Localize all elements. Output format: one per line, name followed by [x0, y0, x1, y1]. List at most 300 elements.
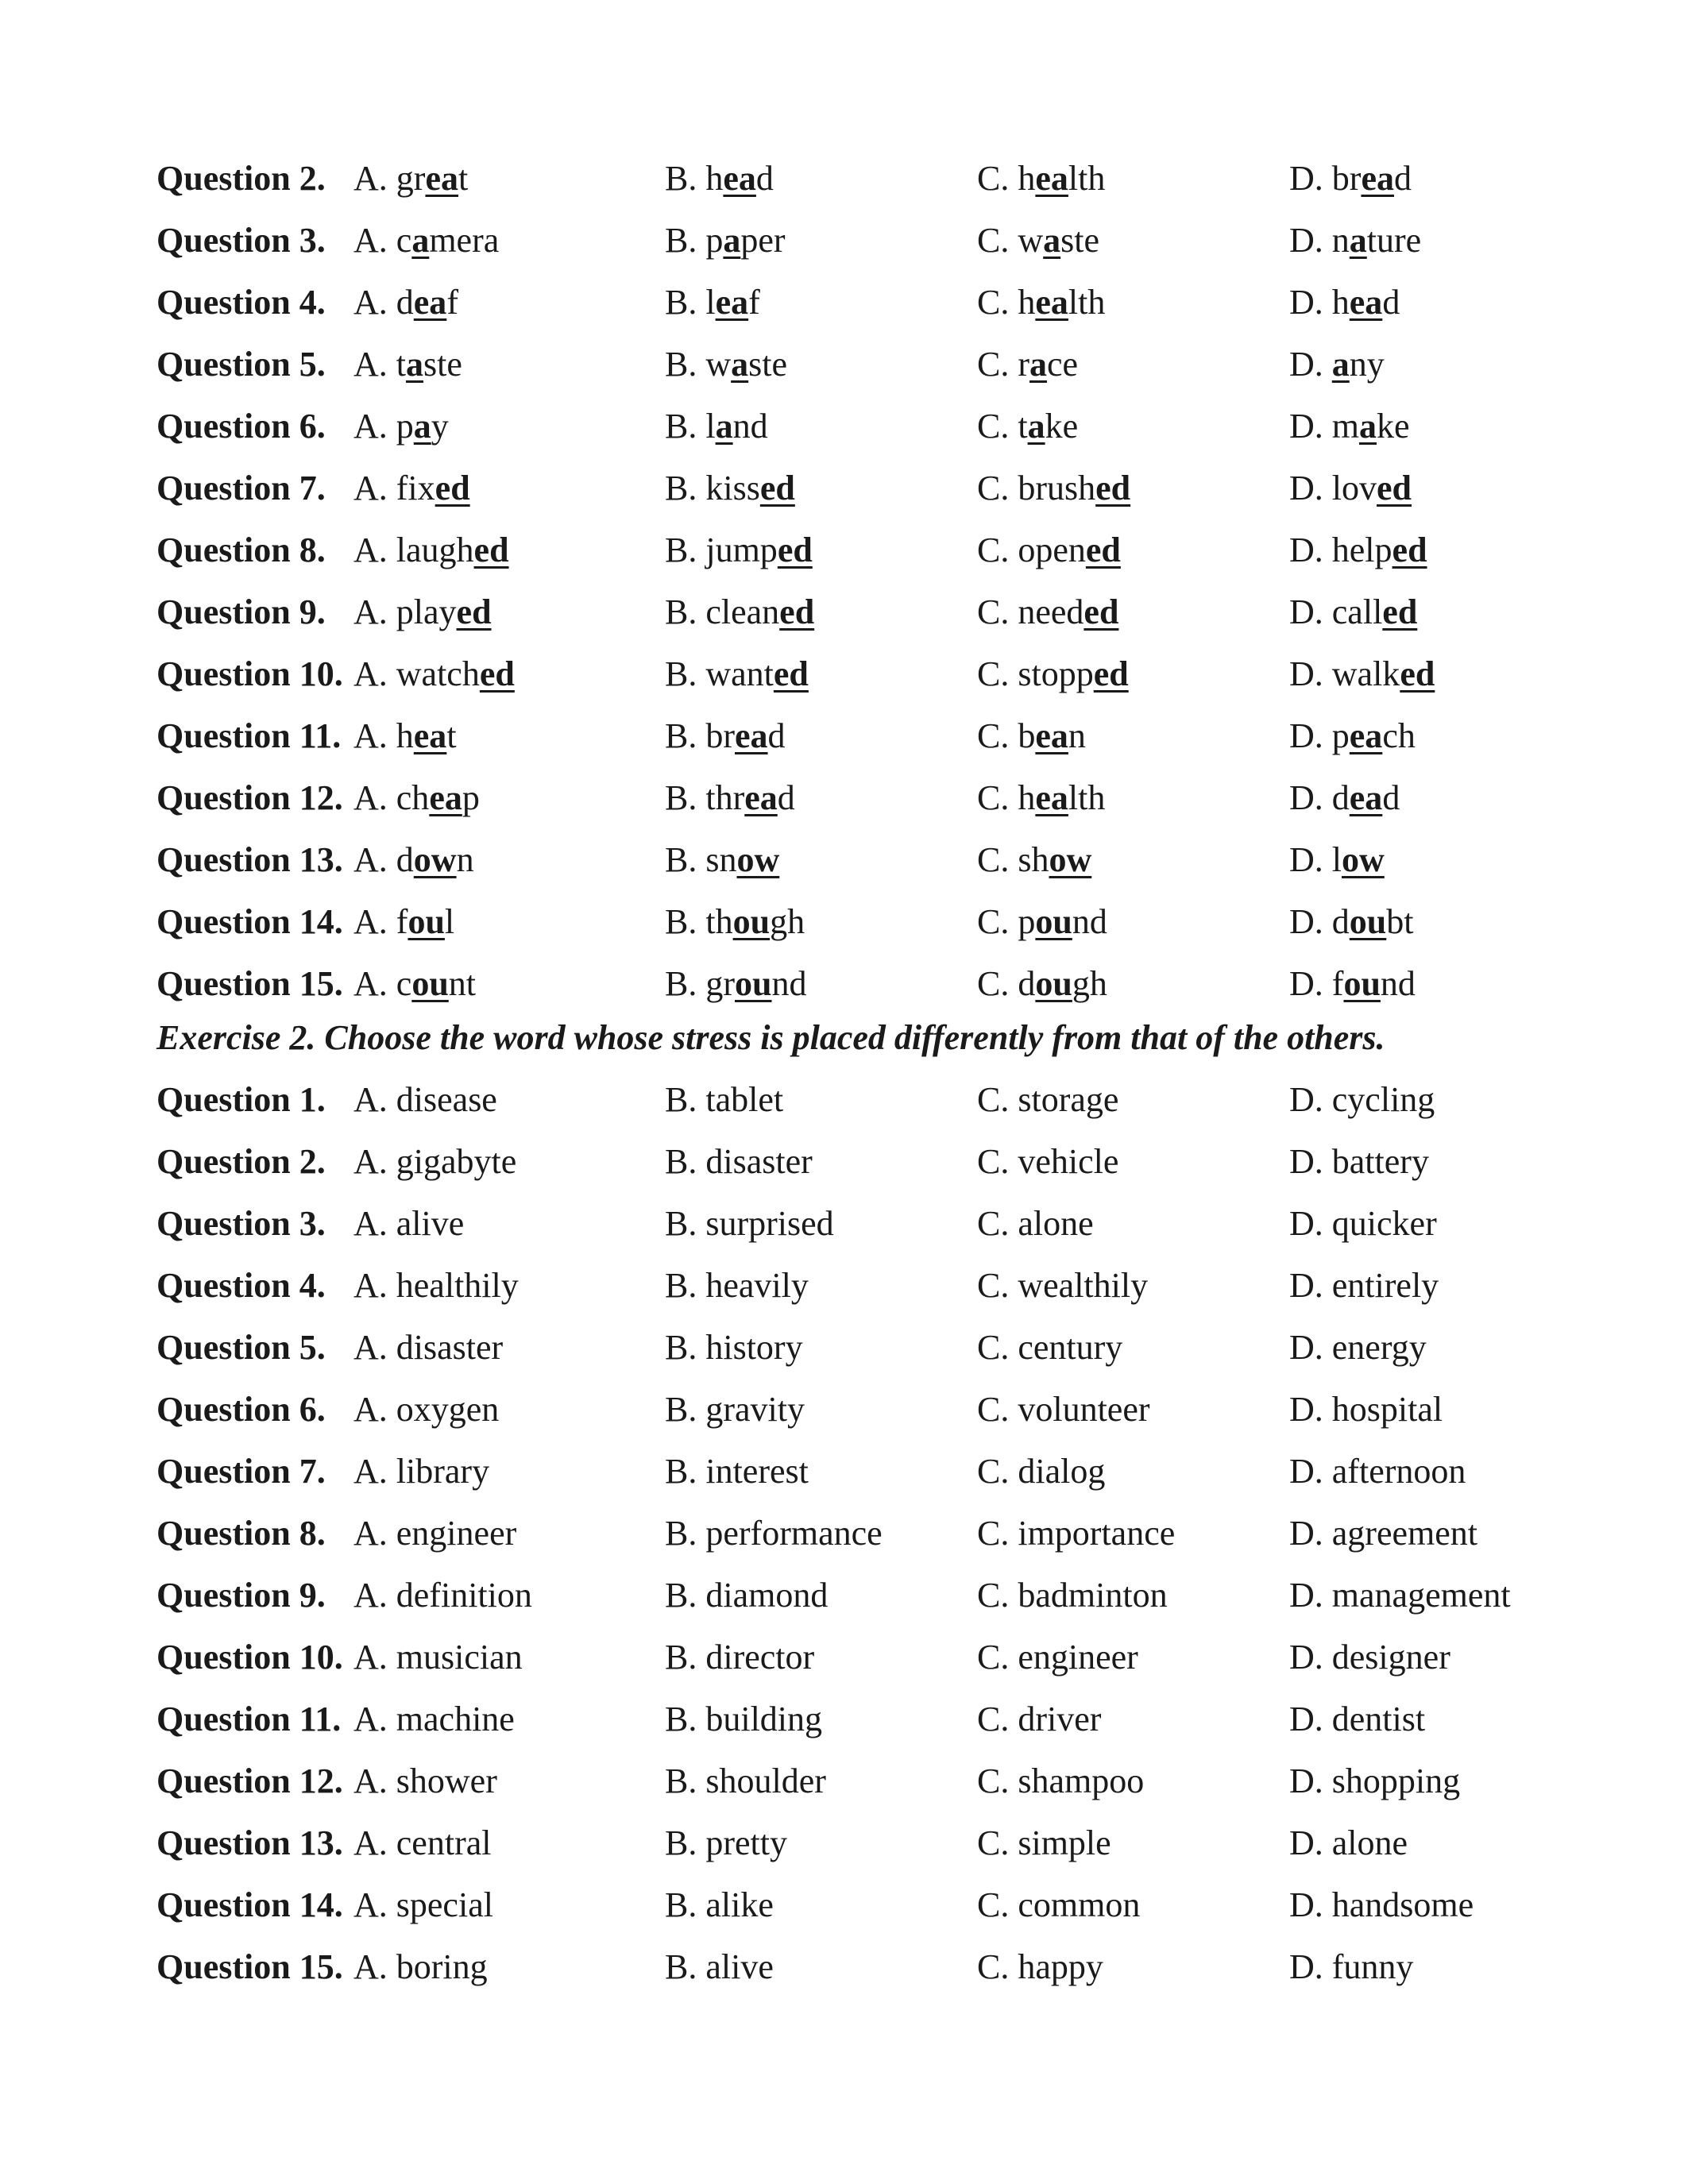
option-letter: A. — [353, 592, 388, 631]
answer-option-b — [665, 210, 786, 272]
answer-option-d — [1289, 272, 1400, 334]
answer-option-d — [1289, 210, 1421, 272]
underlined-letters: ed — [1392, 531, 1427, 569]
option-letter: C. — [977, 283, 1010, 322]
option-letter: B. — [665, 716, 697, 755]
option-word-text: nd — [1380, 964, 1416, 1003]
option-word-text: energy — [1331, 1328, 1427, 1367]
option-word-text: healthily — [396, 1266, 519, 1305]
option-word-text: vehicle — [1018, 1142, 1119, 1181]
option-letter: B. — [665, 469, 697, 507]
option-word-text: disease — [396, 1080, 497, 1119]
option-letter: A. — [353, 1576, 388, 1615]
option-letter: B. — [665, 1514, 697, 1553]
question-row — [156, 1193, 1555, 1255]
option-letter: D. — [1289, 1947, 1323, 1986]
underlined-letters: ed — [1083, 592, 1119, 631]
answer-option-c — [977, 1255, 1148, 1317]
underlined-letters: ea — [425, 159, 458, 198]
option-word-text: designer — [1331, 1638, 1450, 1677]
underlined-letters: ea — [413, 716, 447, 755]
option-letter: B. — [665, 1080, 697, 1119]
answer-option-a — [353, 953, 476, 1015]
question-row — [156, 1131, 1555, 1193]
option-word-text: performance — [705, 1514, 883, 1553]
underlined-letters: ea — [413, 283, 447, 322]
question-label: Question 5. — [156, 345, 326, 384]
underlined-letters: a — [723, 221, 741, 260]
option-letter: C. — [977, 221, 1010, 260]
underlined-letters: a — [1349, 221, 1367, 260]
option-word-text: thr — [705, 778, 745, 817]
option-word-text: bt — [1386, 902, 1414, 941]
option-letter: D. — [1289, 964, 1323, 1003]
underlined-letters: ed — [759, 469, 795, 507]
answer-option-c — [977, 1069, 1118, 1131]
option-word-text: ce — [1047, 345, 1079, 384]
answer-option-c — [977, 396, 1078, 457]
option-word-text: p — [1018, 902, 1036, 941]
answer-option-a — [353, 210, 499, 272]
option-word-text: disaster — [396, 1328, 504, 1367]
option-letter: B. — [665, 778, 697, 817]
option-letter: B. — [665, 840, 697, 879]
option-word-text: n — [1331, 221, 1350, 260]
option-word-text: storage — [1018, 1080, 1119, 1119]
answer-option-d — [1289, 1812, 1408, 1874]
option-word-text: alone — [1331, 1823, 1408, 1862]
option-word-text: c — [396, 964, 412, 1003]
option-letter: D. — [1289, 1390, 1323, 1429]
option-word-text: t — [396, 345, 407, 384]
option-word-text: h — [1018, 159, 1036, 198]
answer-option-a — [353, 1626, 523, 1688]
option-letter: C. — [977, 716, 1010, 755]
answer-option-d — [1289, 1131, 1429, 1193]
answer-option-d — [1289, 829, 1385, 891]
option-word-text: br — [705, 716, 736, 755]
answer-option-b — [665, 1503, 883, 1565]
answer-option-b — [665, 1317, 803, 1379]
answer-option-a — [353, 1069, 497, 1131]
option-word-text: alive — [705, 1947, 774, 1986]
question-label: Question 4. — [156, 283, 326, 322]
underlined-letters: ou — [732, 902, 771, 941]
option-word-text: play — [396, 592, 457, 631]
answer-option-b — [665, 829, 779, 891]
option-letter: B. — [665, 1390, 697, 1429]
underlined-letters: ea — [744, 778, 778, 817]
answer-option-a — [353, 829, 474, 891]
option-letter: C. — [977, 1823, 1010, 1862]
underlined-letters: a — [715, 407, 733, 446]
option-word-text: laugh — [396, 531, 474, 569]
option-letter: D. — [1289, 1576, 1323, 1615]
option-word-text: c — [396, 221, 412, 260]
option-letter: C. — [977, 469, 1010, 507]
option-word-text: d — [1331, 902, 1350, 941]
question-row — [156, 1379, 1555, 1441]
question-label: Question 10. — [156, 1638, 343, 1677]
option-word-text: hospital — [1331, 1390, 1443, 1429]
option-letter: B. — [665, 1576, 697, 1615]
question-row — [156, 829, 1555, 891]
option-letter: D. — [1289, 1266, 1323, 1305]
option-letter: C. — [977, 778, 1010, 817]
option-word-text: musician — [396, 1638, 523, 1677]
option-word-text: th — [705, 902, 733, 941]
option-word-text: lth — [1068, 778, 1106, 817]
option-letter: B. — [665, 1700, 697, 1738]
exercise-1-question-list — [156, 148, 1555, 1015]
option-letter: D. — [1289, 592, 1323, 631]
option-letter: B. — [665, 1823, 697, 1862]
answer-option-a — [353, 1688, 515, 1750]
answer-option-b — [665, 1750, 826, 1812]
option-letter: D. — [1289, 283, 1323, 322]
option-letter: C. — [977, 1266, 1010, 1305]
option-word-text: shoulder — [705, 1761, 826, 1800]
answer-option-c — [977, 1750, 1144, 1812]
question-label: Question 11. — [156, 1700, 342, 1738]
option-letter: B. — [665, 592, 697, 631]
answer-option-c — [977, 1688, 1101, 1750]
option-word-text: volunteer — [1018, 1390, 1150, 1429]
option-word-text: sn — [705, 840, 737, 879]
question-label: Question 12. — [156, 1761, 343, 1800]
option-word-text: entirely — [1331, 1266, 1439, 1305]
answer-option-d — [1289, 953, 1416, 1015]
answer-option-b — [665, 1626, 814, 1688]
option-letter: D. — [1289, 1204, 1323, 1243]
option-word-text: dialog — [1018, 1452, 1106, 1491]
option-letter: C. — [977, 654, 1010, 693]
answer-option-b — [665, 581, 814, 643]
option-word-text: boring — [396, 1947, 488, 1986]
option-word-text: l — [705, 407, 716, 446]
option-word-text: happy — [1018, 1947, 1103, 1986]
answer-option-a — [353, 1936, 488, 1998]
option-word-text: dentist — [1331, 1700, 1426, 1738]
option-word-text: quicker — [1331, 1204, 1437, 1243]
answer-option-d — [1289, 1379, 1443, 1441]
option-word-text: nt — [448, 964, 477, 1003]
option-word-text: history — [705, 1328, 803, 1367]
option-word-text: definition — [396, 1576, 532, 1615]
underlined-letters: ea — [735, 716, 768, 755]
answer-option-a — [353, 1503, 516, 1565]
answer-option-d — [1289, 148, 1412, 210]
option-letter: D. — [1289, 1700, 1323, 1738]
question-label: Question 7. — [156, 1452, 326, 1491]
option-word-text: h — [1018, 283, 1036, 322]
option-word-text: f — [1331, 964, 1344, 1003]
option-word-text: ture — [1366, 221, 1422, 260]
answer-option-a — [353, 1131, 516, 1193]
answer-option-b — [665, 148, 774, 210]
answer-option-a — [353, 1874, 493, 1936]
question-row — [156, 1503, 1555, 1565]
option-word-text: tablet — [705, 1080, 784, 1119]
option-word-text: simple — [1018, 1823, 1111, 1862]
question-row — [156, 1317, 1555, 1379]
option-letter: A. — [353, 1514, 388, 1553]
option-letter: D. — [1289, 469, 1323, 507]
option-word-text: d — [777, 778, 795, 817]
option-word-text: l — [1331, 840, 1342, 879]
underlined-letters: ed — [435, 469, 470, 507]
option-word-text: director — [705, 1638, 815, 1677]
option-word-text: ch — [1382, 716, 1416, 755]
underlined-letters: ow — [1342, 840, 1385, 879]
option-word-text: walk — [1331, 654, 1400, 693]
underlined-letters: ed — [1093, 654, 1129, 693]
answer-option-d — [1289, 1317, 1427, 1379]
answer-option-d — [1289, 643, 1435, 705]
answer-option-c — [977, 767, 1105, 829]
answer-option-b — [665, 272, 760, 334]
answer-option-d — [1289, 1936, 1413, 1998]
question-label: Question 7. — [156, 469, 326, 507]
question-row — [156, 767, 1555, 829]
answer-option-c — [977, 210, 1099, 272]
question-row — [156, 1565, 1555, 1626]
option-word-text: engineer — [1018, 1638, 1138, 1677]
underlined-letters: ed — [1085, 531, 1121, 569]
underlined-letters: ou — [1035, 902, 1072, 941]
option-word-text: mera — [429, 221, 500, 260]
option-letter: A. — [353, 1947, 388, 1986]
option-letter: A. — [353, 531, 388, 569]
option-letter: A. — [353, 1885, 388, 1924]
option-word-text: sh — [1018, 840, 1049, 879]
option-word-text: p — [705, 221, 724, 260]
question-row — [156, 519, 1555, 581]
answer-option-a — [353, 891, 454, 953]
answer-option-a — [353, 457, 470, 519]
answer-option-b — [665, 1688, 822, 1750]
option-letter: A. — [353, 159, 388, 198]
option-letter: C. — [977, 1638, 1010, 1677]
option-letter: C. — [977, 407, 1010, 446]
answer-option-a — [353, 1565, 532, 1626]
answer-option-c — [977, 829, 1091, 891]
question-label: Question 9. — [156, 1576, 326, 1615]
option-word-text: d — [1018, 964, 1036, 1003]
question-label: Question 2. — [156, 1142, 326, 1181]
question-row — [156, 1750, 1555, 1812]
question-label: Question 8. — [156, 1514, 326, 1553]
option-letter: C. — [977, 1204, 1010, 1243]
option-letter: A. — [353, 1204, 388, 1243]
option-letter: C. — [977, 1452, 1010, 1491]
option-word-text: oxygen — [396, 1390, 500, 1429]
option-word-text: machine — [396, 1700, 515, 1738]
question-label: Question 4. — [156, 1266, 326, 1305]
option-letter: B. — [665, 407, 697, 446]
answer-option-c — [977, 1441, 1105, 1503]
option-letter: B. — [665, 654, 697, 693]
option-word-text: ke — [1045, 407, 1079, 446]
option-word-text: disaster — [705, 1142, 813, 1181]
option-word-text: pretty — [705, 1823, 787, 1862]
option-word-text: ste — [748, 345, 788, 384]
option-letter: B. — [665, 159, 697, 198]
option-word-text: d — [1331, 778, 1350, 817]
answer-option-d — [1289, 396, 1410, 457]
option-letter: C. — [977, 1700, 1010, 1738]
option-word-text: ste — [1060, 221, 1100, 260]
answer-option-d — [1289, 1193, 1437, 1255]
answer-option-a — [353, 1255, 519, 1317]
answer-option-a — [353, 705, 457, 767]
underlined-letters: ea — [1035, 159, 1068, 198]
option-word-text: h — [1331, 283, 1350, 322]
option-letter: C. — [977, 1080, 1010, 1119]
option-letter: D. — [1289, 1885, 1323, 1924]
option-word-text: lth — [1068, 283, 1106, 322]
underlined-letters: ou — [1349, 902, 1387, 941]
underlined-letters: ea — [1035, 283, 1068, 322]
underlined-letters: ea — [1349, 283, 1383, 322]
option-letter: B. — [665, 902, 697, 941]
option-word-text: clean — [705, 592, 780, 631]
question-row — [156, 210, 1555, 272]
option-letter: A. — [353, 840, 388, 879]
option-letter: A. — [353, 1328, 388, 1367]
option-word-text: d — [1382, 283, 1400, 322]
option-letter: B. — [665, 1638, 697, 1677]
answer-option-b — [665, 1131, 813, 1193]
option-word-text: alike — [705, 1885, 774, 1924]
option-letter: C. — [977, 159, 1010, 198]
option-word-text: fix — [396, 469, 435, 507]
question-row — [156, 1812, 1555, 1874]
option-word-text: heavily — [705, 1266, 809, 1305]
question-label: Question 12. — [156, 778, 343, 817]
option-word-text: h — [705, 159, 724, 198]
answer-option-c — [977, 891, 1107, 953]
question-label: Question 14. — [156, 902, 343, 941]
option-letter: A. — [353, 1080, 388, 1119]
answer-option-b — [665, 396, 768, 457]
option-letter: C. — [977, 1142, 1010, 1181]
answer-option-a — [353, 1750, 497, 1812]
answer-option-c — [977, 643, 1129, 705]
question-row — [156, 396, 1555, 457]
option-letter: D. — [1289, 221, 1323, 260]
underlined-letters: a — [413, 407, 431, 446]
underlined-letters: ea — [429, 778, 462, 817]
question-row — [156, 457, 1555, 519]
option-letter: C. — [977, 1576, 1010, 1615]
option-word-text: f — [748, 283, 760, 322]
underlined-letters: ed — [1377, 469, 1412, 507]
option-letter: A. — [353, 1823, 388, 1862]
option-letter: B. — [665, 221, 697, 260]
option-letter: A. — [353, 345, 388, 384]
option-word-text: t — [1018, 407, 1028, 446]
option-word-text: gr — [705, 964, 736, 1003]
question-row — [156, 705, 1555, 767]
answer-option-c — [977, 581, 1118, 643]
option-letter: D. — [1289, 1823, 1323, 1862]
answer-option-b — [665, 1936, 774, 1998]
option-word-text: l — [444, 902, 455, 941]
option-word-text: importance — [1018, 1514, 1176, 1553]
answer-option-d — [1289, 1874, 1474, 1936]
option-letter: A. — [353, 1390, 388, 1429]
option-letter: D. — [1289, 1142, 1323, 1181]
option-letter: A. — [353, 1700, 388, 1738]
option-letter: D. — [1289, 531, 1323, 569]
answer-option-c — [977, 1379, 1150, 1441]
answer-option-c — [977, 457, 1130, 519]
underlined-letters: a — [1027, 407, 1045, 446]
option-word-text: lov — [1331, 469, 1377, 507]
option-letter: B. — [665, 283, 697, 322]
option-letter: B. — [665, 345, 697, 384]
option-word-text: ny — [1349, 345, 1385, 384]
question-row — [156, 1874, 1555, 1936]
option-letter: A. — [353, 283, 388, 322]
answer-option-b — [665, 1069, 783, 1131]
option-letter: D. — [1289, 1080, 1323, 1119]
option-word-text: f — [396, 902, 408, 941]
question-row — [156, 272, 1555, 334]
question-row — [156, 1069, 1555, 1131]
answer-option-b — [665, 519, 813, 581]
option-letter: B. — [665, 1328, 697, 1367]
underlined-letters: ed — [479, 654, 515, 693]
option-word-text: ke — [1377, 407, 1410, 446]
option-letter: D. — [1289, 840, 1323, 879]
underlined-letters: a — [406, 345, 424, 384]
option-letter: B. — [665, 1761, 697, 1800]
option-word-text: special — [396, 1885, 493, 1924]
option-word-text: call — [1331, 592, 1383, 631]
answer-option-c — [977, 1131, 1118, 1193]
option-word-text: h — [396, 716, 414, 755]
option-word-text: d — [767, 716, 786, 755]
option-letter: C. — [977, 840, 1010, 879]
underlined-letters: a — [411, 221, 430, 260]
option-letter: D. — [1289, 778, 1323, 817]
answer-option-d — [1289, 457, 1412, 519]
option-word-text: building — [705, 1700, 823, 1738]
answer-option-c — [977, 1193, 1094, 1255]
option-word-text: help — [1331, 531, 1393, 569]
answer-option-a — [353, 767, 480, 829]
option-letter: C. — [977, 1761, 1010, 1800]
question-row — [156, 581, 1555, 643]
option-word-text: m — [1331, 407, 1360, 446]
question-row — [156, 1626, 1555, 1688]
option-letter: A. — [353, 964, 388, 1003]
option-word-text: ch — [396, 778, 430, 817]
option-word-text: want — [705, 654, 774, 693]
option-letter: C. — [977, 1390, 1010, 1429]
option-letter: D. — [1289, 902, 1323, 941]
answer-option-d — [1289, 1626, 1450, 1688]
option-word-text: interest — [705, 1452, 809, 1491]
option-letter: D. — [1289, 654, 1323, 693]
option-word-text: jump — [705, 531, 778, 569]
question-label: Question 11. — [156, 716, 342, 755]
answer-option-a — [353, 1379, 499, 1441]
answer-option-d — [1289, 1503, 1477, 1565]
answer-option-c — [977, 1874, 1140, 1936]
